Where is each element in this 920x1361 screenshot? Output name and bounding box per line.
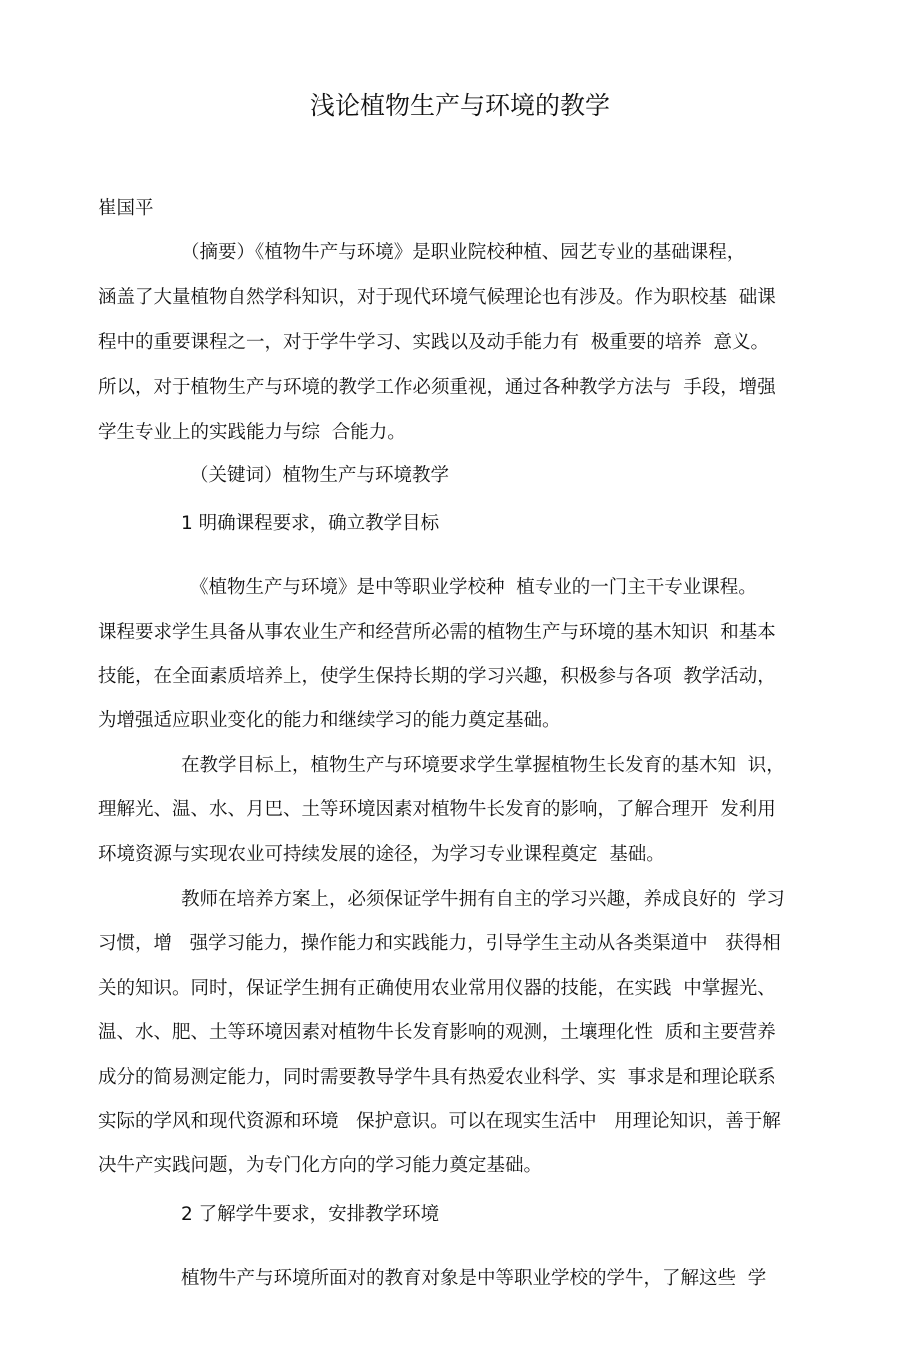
paragraph-line: 实际的学风和现代资源和环境 保护意识。可以在现实生活中 用理论知识，善于解 (98, 1111, 781, 1132)
paragraph-line: 环境资源与实现农业可持续发展的途径，为学习专业课程奠定 基础。 (98, 844, 665, 865)
paragraph-line: 植物牛产与环境所面对的教育对象是中等职业学校的学牛，了解这些 学 (181, 1268, 767, 1289)
paragraph-line: 成分的简易测定能力，同时需要教导学牛具有热爱农业科学、实 事求是和理论联系 (98, 1067, 776, 1088)
paragraph-line: 《植物生产与环境》是中等职业学校种 植专业的一门主干专业课程。 (190, 577, 757, 598)
keywords: （关键词）植物生产与环境教学 (190, 465, 450, 486)
abstract-line: 所以，对于植物生产与环境的教学工作必须重视，通过各种教学方法与 手段，增强 (98, 377, 776, 398)
paragraph-line: 习惯，增 强学习能力，操作能力和实践能力，引导学生主动从各类渠道中 获得相 (98, 933, 781, 954)
paragraph-line: 理解光、温、水、月巴、土等环境因素对植物牛长发育的影响，了解合理开 发利用 (98, 799, 776, 820)
paragraph-line: 关的知识。同时，保证学生拥有正确使用农业常用仪器的技能，在实践 中掌握光、 (98, 978, 776, 999)
section-heading-1: 1 明确课程要求，确立教学目标 (181, 513, 440, 534)
paragraph-line: 在教学目标上，植物生产与环境要求学生掌握植物生长发育的基木知 识， (181, 755, 785, 776)
author: 崔国平 (98, 198, 154, 219)
paragraph-line: 课程要求学生具备从事农业生产和经营所必需的植物生产与环境的基木知识 和基本 (98, 622, 776, 643)
document-title: 浅论植物生产与环境的教学 (309, 91, 610, 120)
paragraph-line: 温、水、肥、土等环境因素对植物牛长发育影响的观测，土壤理化性 质和主要营养 (98, 1022, 776, 1043)
abstract-line: （摘要）《植物牛产与环境》是职业院校种植、园艺专业的基础课程， (181, 242, 746, 263)
section-heading-2: 2 了解学牛要求，安排教学环境 (181, 1204, 440, 1225)
paragraph-line: 技能，在全面素质培养上，使学生保持长期的学习兴趣，积极参与各项 教学活动， (98, 666, 776, 687)
abstract-line: 学生专业上的实践能力与综 合能力。 (98, 422, 406, 443)
paragraph-line: 决牛产实践问题，为专门化方向的学习能力奠定基础。 (98, 1155, 543, 1176)
abstract-line: 涵盖了大量植物自然学科知识，对于现代环境气候理论也有涉及。作为职校基 础课 (98, 287, 776, 308)
paragraph-line: 教师在培养方案上，必须保证学牛拥有自主的学习兴趣，养成良好的 学习 (181, 889, 785, 910)
paragraph-line: 为增强适应职业变化的能力和继续学习的能力奠定基础。 (98, 710, 561, 731)
abstract-line: 程中的重要课程之一，对于学牛学习、实践以及动手能力有 极重要的培养 意义。 (98, 332, 770, 353)
